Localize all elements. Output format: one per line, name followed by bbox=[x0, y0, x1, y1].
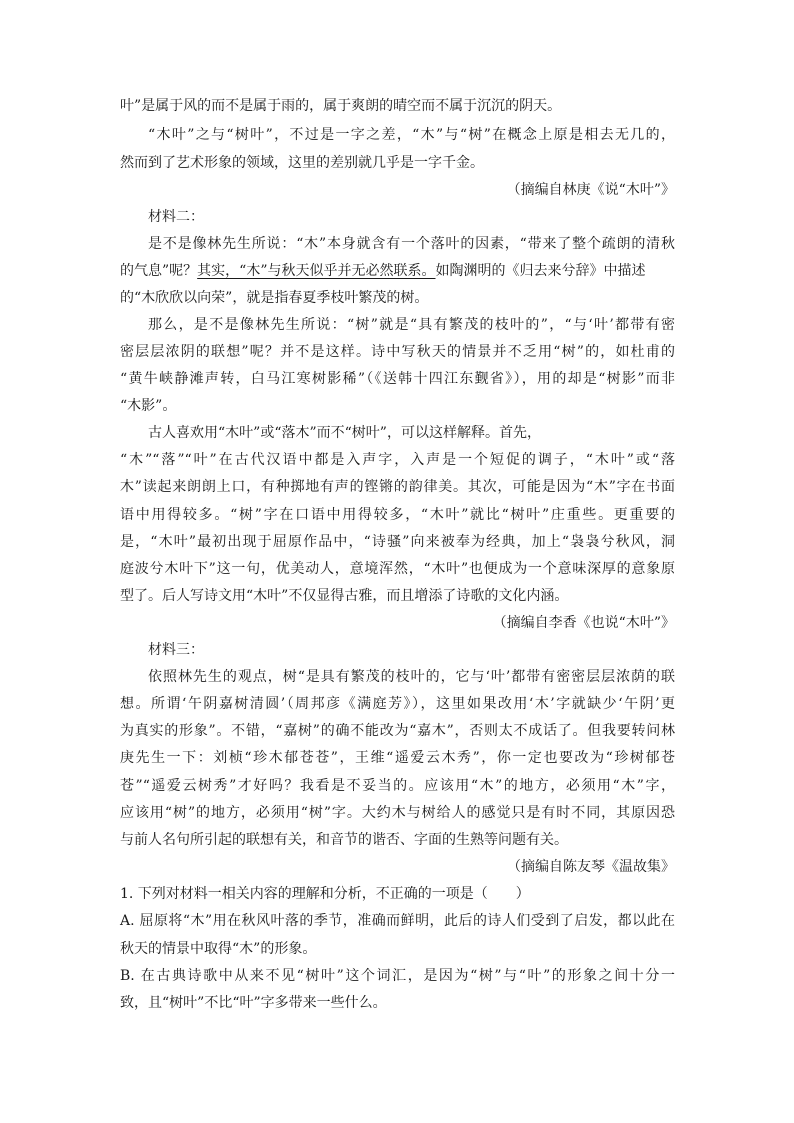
question-1-stem: 1. 下列对材料一相关内容的理解和分析，不正确的一项是（ ） bbox=[120, 886, 530, 902]
material2-source: （摘编自李香《也说“木叶”》 bbox=[492, 615, 675, 631]
material2-p1-line-3: 的“木欣欣以向荣”，就是指春夏季枝叶繁茂的树。 bbox=[120, 290, 429, 306]
material1-line-2: “木叶”之与“树叶”，不过是一字之差，“木”与“树”在概念上原是相去无几的， bbox=[148, 127, 675, 143]
material2-p2-line-3: “黄牛峡静滩声转，白马江寒树影稀”（《送韩十四江东觐省》），用的却是“树影”而非 bbox=[120, 371, 675, 387]
underlined-sentence: 其实，“木”与秋天似乎并无必然联系。 bbox=[197, 263, 436, 279]
material3-heading: 材料三： bbox=[148, 642, 204, 658]
material3-line-1: 依照林先生的观点，树“是具有繁茂的枝叶的，它与‘叶’都带有密密层层浓荫的联 bbox=[148, 669, 675, 685]
material2-p1-line-2 bbox=[120, 261, 675, 281]
material2-p3-line-3: 木”读起来朗朗上口，有种掷地有声的铿锵的韵律美。其次，可能是因为“木”字在书面 bbox=[120, 479, 675, 495]
material2-p2-line-4: “木影”。 bbox=[120, 398, 177, 414]
material2-p3-line-1: 古人喜欢用“木叶”或“落木”而不“树叶”，可以这样解释。首先， bbox=[148, 425, 541, 441]
material2-p3-line-7: 型了。后人写诗文用“木叶”不仅显得古雅，而且增添了诗歌的文化内涵。 bbox=[120, 588, 569, 604]
material3-source: （摘编自陈友琴《温故集》 bbox=[507, 859, 675, 875]
material2-p3-line-6: 庭波兮木叶下”这一句，优美动人，意境浑然，“木叶”也便成为一个意味深厚的意象原 bbox=[120, 561, 675, 577]
material3-line-6: 应该用“树”的地方，必须用“树”字。大约木与树给人的感觉只是有时不同，其原因恐 bbox=[120, 805, 675, 821]
material3-line-4: 庚先生一下：刘桢“珍木郁苍苍”，王维“遥爱云木秀”，你一定也要改为“珍树郁苍 bbox=[120, 750, 675, 766]
material2-heading: 材料二： bbox=[148, 209, 204, 225]
option-b-line-2: 致，且“树叶”不比“叶”字多带来一些什么。 bbox=[120, 995, 387, 1011]
material2-p3-line-4: 语中用得较多。“树”字在口语中用得较多，“木叶”就比“树叶”庄重些。更重要的 bbox=[120, 507, 675, 523]
option-b-line-1: B. 在古典诗歌中从来不见“树叶”这个词汇，是因为“树”与“叶”的形象之间十分一 bbox=[120, 968, 675, 984]
option-a-line-2: 秋天的情景中取得“木”的形象。 bbox=[120, 941, 317, 957]
material1-line-1: 叶”是属于风的而不是属于雨的，属于爽朗的晴空而不属于沉沉的阴天。 bbox=[120, 98, 562, 114]
material3-line-3: 为真实的形象”。不错，“嘉树”的确不能改为“嘉木”，否则太不成话了。但我要转问林 bbox=[120, 723, 675, 739]
material2-p1-line-1: 是不是像林先生所说：“木”本身就含有一个落叶的因素，“带来了整个疏朗的清秋 bbox=[148, 236, 675, 252]
material1-source: （摘编自林庚《说“木叶”》 bbox=[506, 182, 675, 198]
material3-line-7: 与前人名句所引起的联想有关，和音节的谐否、字面的生熟等问题有关。 bbox=[120, 832, 568, 848]
material2-p2-line-2: 密层层浓阴的联想”呢？并不是这样。诗中写秋天的情景并不乏用“树”的，如杜甫的 bbox=[120, 344, 675, 360]
material2-p1-line-2-end: 如陶渊明的《归去来兮辞》中描述 bbox=[435, 263, 646, 279]
option-a-line-1: A. 屈原将“木”用在秋风叶落的季节，准确而鲜明，此后的诗人们受到了启发，都以此在 bbox=[120, 913, 675, 929]
material2-p3-line-5: 是，“木叶”最初出现于屈原作品中，“诗骚”向来被奉为经典，加上“袅袅兮秋风，洞 bbox=[120, 534, 675, 550]
material3-line-5: 苍”“遥爱云树秀”才好吗？我看是不妥当的。应该用“木”的地方，必须用“木”字， bbox=[120, 778, 675, 794]
material2-p2-line-1: 那么，是不是像林先生所说：“树”就是“具有繁茂的枝叶的”，“与‘叶’都带有密 bbox=[148, 317, 675, 333]
material1-line-3: 然而到了艺术形象的领域，这里的差别就几乎是一字千金。 bbox=[120, 155, 484, 171]
material2-p1-line-2-start: 的气息”呢？ bbox=[120, 263, 198, 279]
material2-p3-line-2: “木”“落”“叶”在古代汉语中都是入声字，入声是一个短促的调子，“木叶”或“落 bbox=[120, 452, 675, 468]
material3-line-2: 想。所谓‘午阴嘉树清圆’（周邦彦《满庭芳》），这里如果改用‘木’字就缺少‘午阴’更 bbox=[120, 696, 675, 712]
